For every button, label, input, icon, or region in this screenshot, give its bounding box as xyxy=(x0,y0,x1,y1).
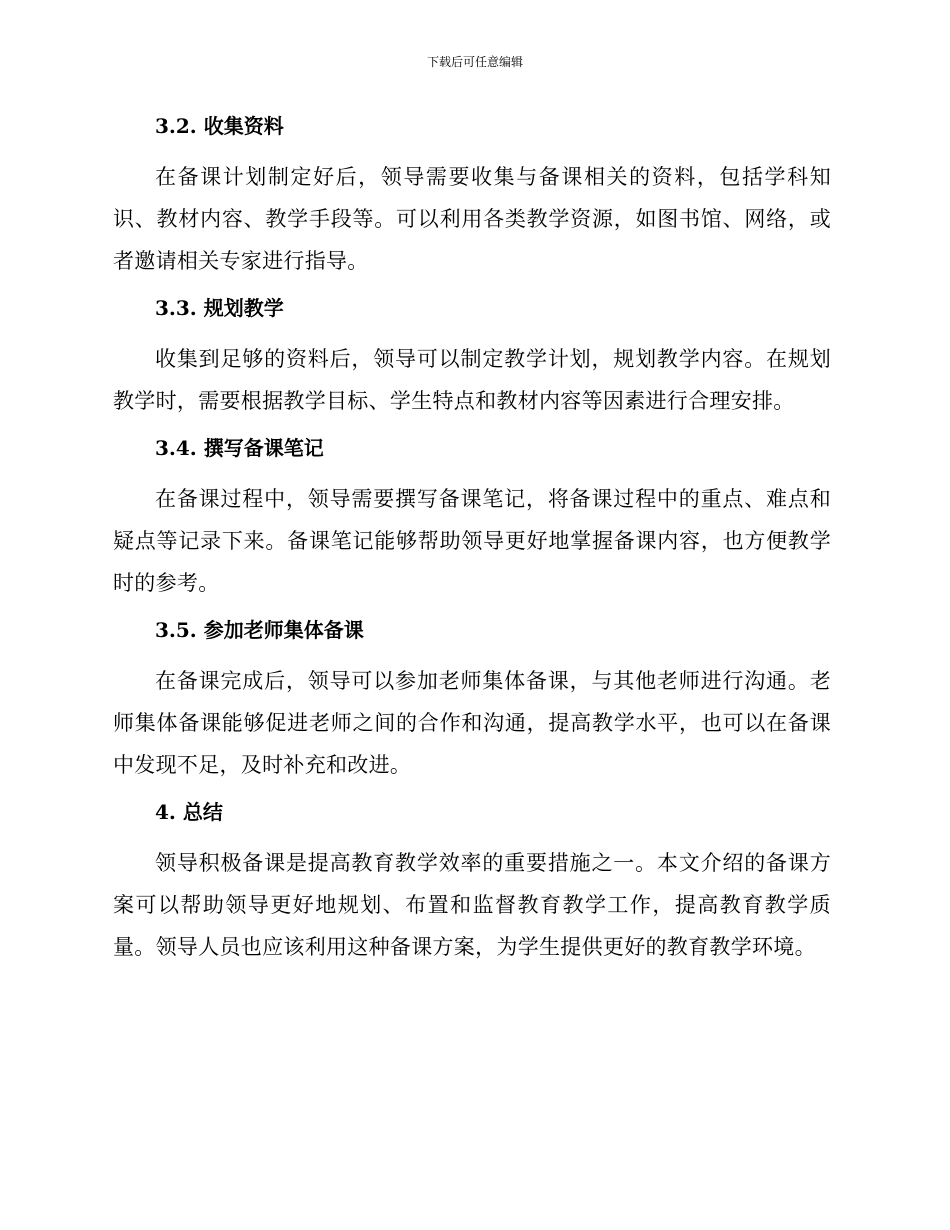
section-3-4 xyxy=(113,432,831,614)
section-3-3 xyxy=(113,292,831,432)
section-heading: 3.2. 收集资料 xyxy=(155,114,284,138)
section-3-2 xyxy=(113,110,831,292)
section-paragraph: 在备课过程中，领导需要撰写备课笔记，将备课过程中的重点、难点和疑点等记录下来。备课笔记能够帮助领导更好地掌握备课内容，也方便教学时的参考。 xyxy=(113,487,831,595)
section-paragraph: 收集到足够的资料后，领导可以制定教学计划，规划教学内容。在规划教学时，需要根据教学目标、学生特点和教材内容等因素进行合理安排。 xyxy=(113,347,831,413)
section-heading: 4. 总结 xyxy=(155,800,223,824)
section-heading: 3.3. 规划教学 xyxy=(155,296,284,320)
section-heading: 3.5. 参加老师集体备课 xyxy=(155,618,364,642)
section-paragraph: 领导积极备课是提高教育教学效率的重要措施之一。本文介绍的备课方案可以帮助领导更好地规划、布置和监督教育教学工作，提高教育教学质量。领导人员也应该利用这种备课方案，为学生提供更好的教育教学环境。 xyxy=(113,851,831,959)
document-body xyxy=(113,110,831,968)
section-3-5 xyxy=(113,614,831,796)
section-4 xyxy=(113,796,831,968)
section-paragraph: 在备课计划制定好后，领导需要收集与备课相关的资料，包括学科知识、教材内容、教学手段等。可以利用各类教学资源，如图书馆、网络，或者邀请相关专家进行指导。 xyxy=(113,165,831,273)
section-heading: 3.4. 撰写备课笔记 xyxy=(155,436,324,460)
page-header: 下载后可任意编辑 xyxy=(426,55,523,69)
section-paragraph: 在备课完成后，领导可以参加老师集体备课，与其他老师进行沟通。老师集体备课能够促进老师之间的合作和沟通，提高教学水平，也可以在备课中发现不足，及时补充和改进。 xyxy=(113,669,831,777)
